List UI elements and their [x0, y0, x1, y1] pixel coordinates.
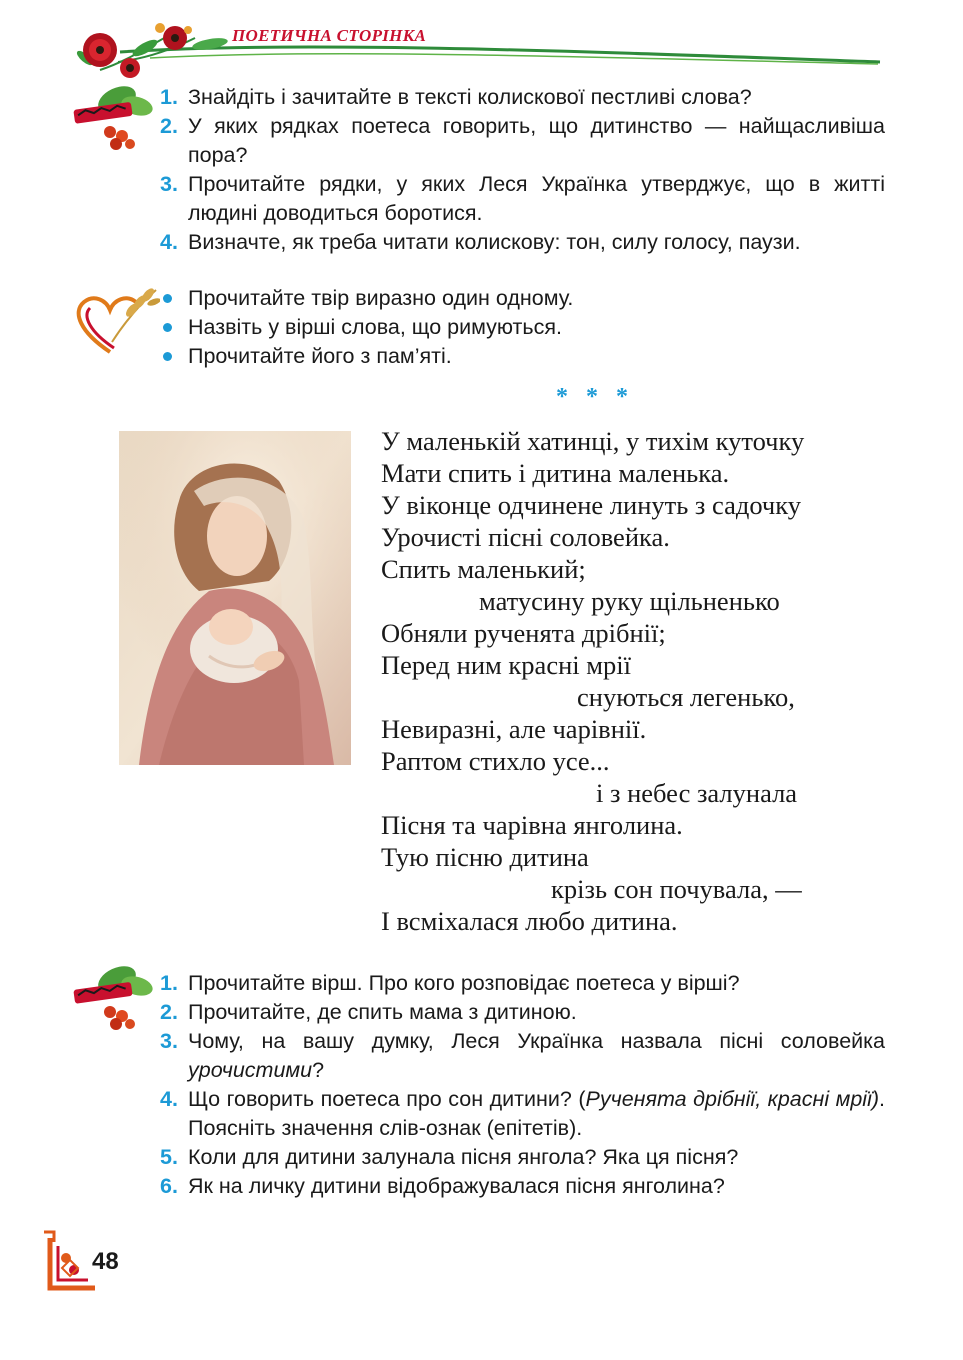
tasks-list: [160, 284, 573, 371]
poem-line: Обняли рученята дрібнії;: [381, 618, 666, 648]
poem-separator: * * *: [556, 384, 634, 410]
list-item: [160, 170, 885, 228]
list-item: [160, 998, 885, 1027]
item-text: Прочитайте твір виразно один одному.: [188, 286, 574, 310]
section-title: ПОЕТИЧНА СТОРІНКА: [232, 26, 427, 45]
item-text: Коли для дитини залунала пісня янгола? Яка ця пісня?: [188, 1145, 739, 1169]
poppy-flowers-icon: [0, 0, 963, 90]
item-number: 4.: [160, 1087, 178, 1111]
list-item: [160, 83, 885, 112]
poem-line: і з небес залунала: [596, 778, 798, 808]
emphasis-text: урочистими: [188, 1058, 313, 1082]
bullet-icon: [163, 323, 172, 332]
poem-line: Мати спить і дитина маленька.: [381, 458, 730, 488]
item-text: Прочитайте вірш. Про кого розповідає поетеса у вірші?: [188, 971, 740, 995]
list-item: [160, 1027, 885, 1085]
item-number: 6.: [160, 1174, 178, 1198]
item-text: Що говорить поетеса про сон дитини? (Рученята дрібнії, красні мрії). Поясніть значення слів-ознак (епітетів).: [188, 1087, 885, 1140]
poem-line: Урочисті пісні соловейка.: [381, 522, 670, 552]
poem-line: Пісня та чарівна янголина.: [381, 810, 683, 840]
item-number: 3.: [160, 1029, 178, 1053]
list-item: [160, 112, 885, 170]
list-item: [160, 313, 573, 342]
item-text: Прочитайте, де спить мама з дитиною.: [188, 1000, 577, 1024]
page-header: [0, 0, 963, 90]
poem-line: матусину руку щільненько: [479, 586, 780, 616]
poem-line: Перед ним красні мрії: [381, 650, 631, 680]
viburnum-embroidery-icon: [72, 962, 162, 1032]
viburnum-embroidery-icon: [72, 82, 162, 152]
questions-list-2: [160, 969, 885, 1201]
poem-line: снуються легенько,: [577, 682, 795, 712]
corner-ornament-icon: [40, 1228, 100, 1298]
item-text: Чому, на вашу думку, Леся Українка назвала пісні соловейка урочистими?: [188, 1029, 885, 1082]
item-number: 4.: [160, 230, 178, 254]
list-item: [160, 342, 573, 371]
poem-line: І всміхалася любо дитина.: [381, 906, 678, 936]
item-text: Визначте, як треба читати колискову: тон, силу голосу, паузи.: [188, 230, 801, 254]
bullet-icon: [163, 352, 172, 361]
heart-wheat-icon: [70, 282, 160, 362]
item-text: Прочитайте його з пам’яті.: [188, 344, 452, 368]
poem: [381, 425, 804, 937]
poem-line: Невиразні, але чарівнії.: [381, 714, 647, 744]
item-text: Назвіть у вірші слова, що римуються.: [188, 315, 562, 339]
list-item: [160, 1143, 885, 1172]
list-item: [160, 969, 885, 998]
item-text: Прочитайте рядки, у яких Леся Українка утверджує, що в житті людині доводиться боротися.: [188, 172, 885, 225]
list-item: [160, 284, 573, 313]
item-number: 1.: [160, 85, 178, 109]
poem-line: У маленькій хатинці, у тихім куточку: [381, 426, 805, 456]
poem-line: Раптом стихло усе...: [381, 746, 610, 776]
mother-child-painting: [119, 431, 351, 765]
poem-line: крізь сон почувала, —: [551, 874, 802, 904]
item-number: 1.: [160, 971, 178, 995]
item-number: 3.: [160, 172, 178, 196]
item-text: Знайдіть і зачитайте в тексті колискової пестливі слова?: [188, 85, 752, 109]
item-number: 5.: [160, 1145, 178, 1169]
item-text: Як на личку дитини відображувалася пісня янголина?: [188, 1174, 725, 1198]
item-number: 2.: [160, 114, 178, 138]
poem-line: Спить маленький;: [381, 554, 586, 584]
emphasis-text: Рученята дрібнії, красні мрії): [585, 1087, 879, 1111]
bullet-icon: [163, 294, 172, 303]
poem-line: Тую пісню дитина: [381, 842, 589, 872]
item-number: 2.: [160, 1000, 178, 1024]
list-item: [160, 228, 885, 257]
list-item: [160, 1172, 885, 1201]
questions-list-1: [160, 83, 885, 257]
page-number: 48: [92, 1248, 119, 1275]
poem-line: У віконце одчинене линуть з садочку: [381, 490, 801, 520]
item-text: У яких рядках поетеса говорить, що дитинство — найщасливіша пора?: [188, 114, 885, 167]
list-item: [160, 1085, 885, 1143]
